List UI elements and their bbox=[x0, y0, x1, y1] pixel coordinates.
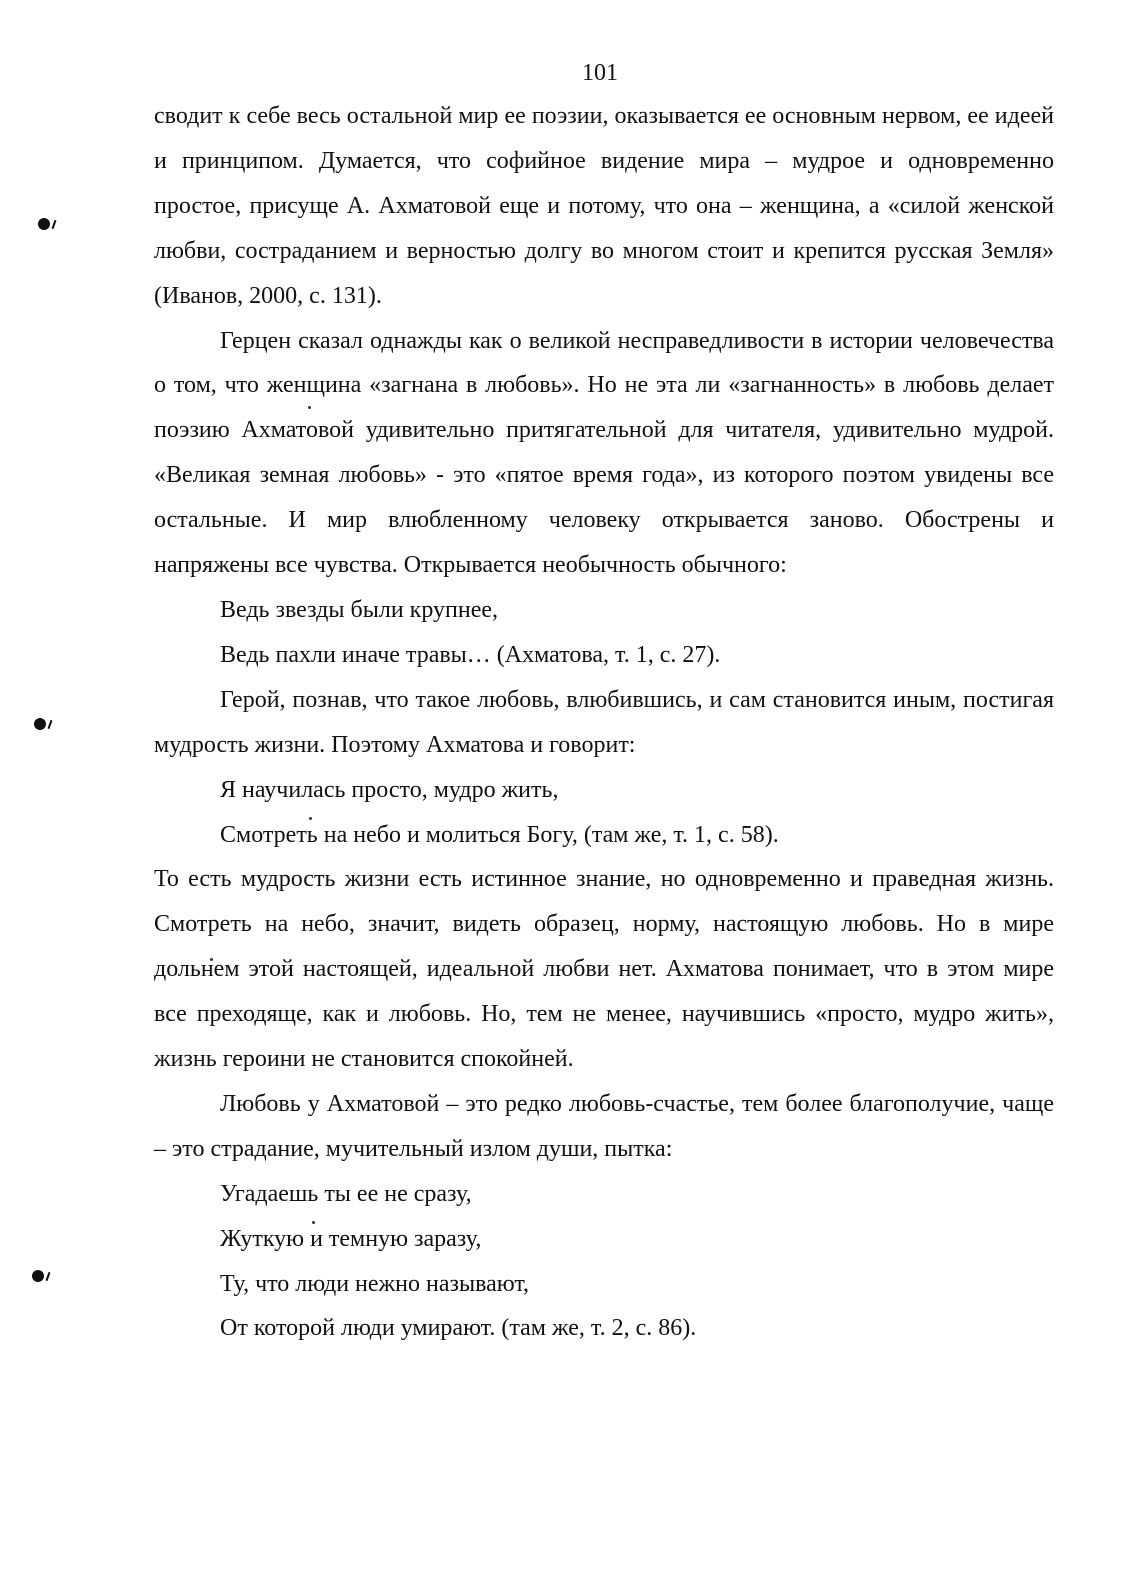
scan-punch-mark-2 bbox=[34, 718, 46, 730]
body-text bbox=[154, 94, 1054, 1351]
verse-line: Ведь пахли иначе травы… (Ахматова, т. 1, с. 27). bbox=[220, 641, 721, 668]
verse-line: Угадаешь ты ее не сразу, bbox=[220, 1180, 472, 1207]
paragraph: Любовь у Ахматовой – это редко любовь-счастье, тем более благополучие, чаще – это страдание, мучительный излом души, пытка: bbox=[154, 1090, 1054, 1162]
verse-line: Смотреть на небо и молиться Богу, (там же, т. 1, с. 58). bbox=[220, 821, 779, 848]
paragraph: сводит к себе весь остальной мир ее поэзии, оказывается ее основным нервом, ее идеей и принципом. Думается, что софийное видение мира – мудрое и одновременно простое, присуще А. Ахматовой еще и потому, что она – женщина, а «силой женской любви, состраданием и верностью долгу во многом стоит и крепится русская Земля» (Иванов, 2000, с. 131). bbox=[154, 103, 1054, 309]
verse-line: Ведь звезды были крупнее, bbox=[220, 596, 498, 623]
page-number: 101 bbox=[582, 60, 618, 86]
paragraph: Герой, познав, что такое любовь, влюбившись, и сам становится иным, постигая мудрость жизни. Поэтому Ахматова и говорит: bbox=[154, 686, 1054, 758]
verse-line: Ту, что люди нежно называют, bbox=[220, 1270, 530, 1297]
scan-punch-mark-3 bbox=[32, 1270, 44, 1282]
verse-line: Я научилась просто, мудро жить, bbox=[220, 776, 559, 803]
verse-line: От которой люди умирают. (там же, т. 2, с. 86). bbox=[220, 1315, 697, 1342]
paragraph: То есть мудрость жизни есть истинное знание, но одновременно и праведная жизнь. Смотреть на небо, значит, видеть образец, норму, настоящую любовь. Но в мире дольнем этой настоящей, идеальной любви нет. Ахматова понимает, что в этом мире все преходяще, как и любовь. Но, тем не менее, научившись «просто, мудро жить», жизнь героини не становится спокойней. bbox=[154, 866, 1054, 1073]
verse-line: Жуткую и темную заразу, bbox=[220, 1225, 482, 1252]
paragraph: Герцен сказал однажды как о великой несправедливости в истории человечества о том, что женщина «загнана в любовь». Но не эта ли «загнанность» в любовь делает поэзию Ахматовой удивительно притягательной для читателя, удивительно мудрой. «Великая земная любовь» - это «пятое время года», из которого поэтом увидены все остальные. И мир влюбленному человеку открывается заново. Обострены и напряжены все чувства. Открывается необычность обычного: bbox=[154, 327, 1054, 579]
scan-punch-mark-1 bbox=[38, 218, 50, 230]
